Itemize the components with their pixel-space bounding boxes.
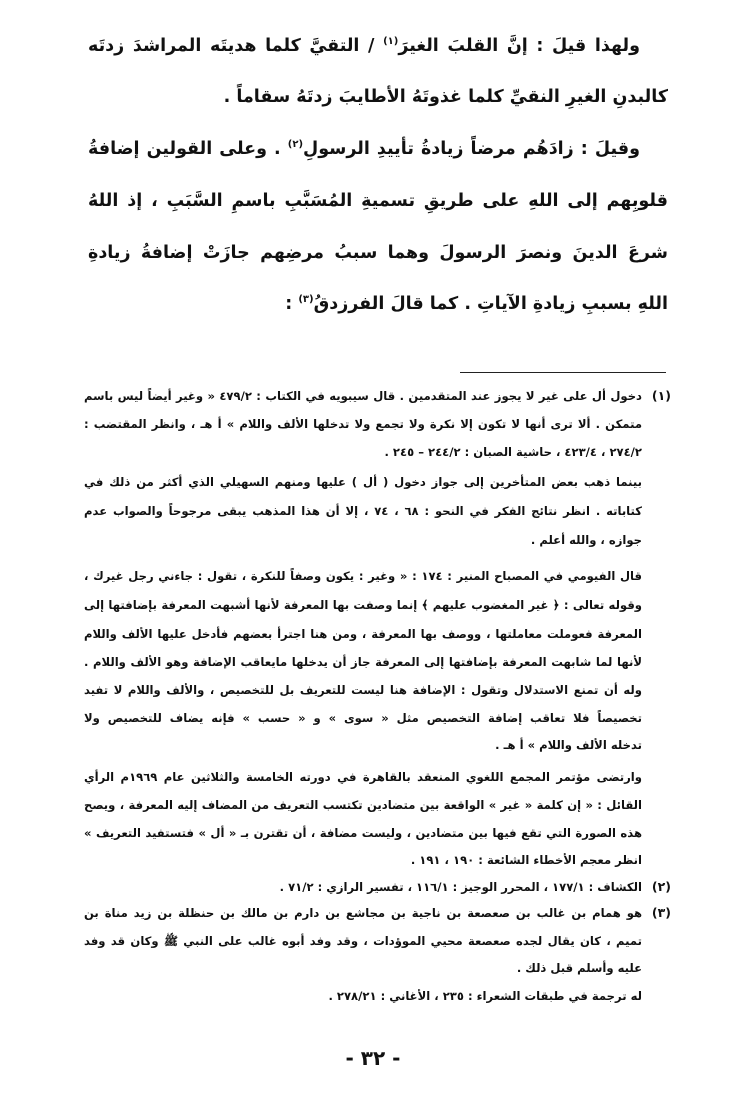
footnote-line: انظر معجم الأخطاء الشائعة : ١٩٠ ، ١٩١ . [410,853,642,867]
footnote-marker: (١) [383,36,399,48]
footnote-marker: (٢) [287,139,304,151]
main-text-line [88,186,668,216]
footnote-marker: (٣) [298,294,314,306]
footnote-line: بينما ذهب بعض المتأخرين إلى جواز دخول ( أل ) عليها ومنهم السهيلي الذي أكثر من ذلك في [84,475,642,489]
footnote-line: وقوله تعالى : ﴿ غير المغضوب عليهم ﴾ إنما وصفت بها المعرفة لأنها أشبهت المعرفة بإضافتها إلى [84,598,642,612]
line-text: وقيلَ : زادَهُم مرضاً زيادةُ تأييدِ الرسولِ [303,139,640,159]
line-text: اللهِ بسببِ زيادةِ الآياتِ . كما قالَ الفرزدقُ [313,294,668,314]
line-text: : [285,294,299,314]
footnote-number: (٣) [651,905,671,920]
main-text-line [88,82,668,112]
footnote-line: تدخله الألف واللام » أ هـ . [495,738,642,752]
footnote-line: الكشاف : ١٧٧/١ ، المحرر الوجيز : ١١٦/١ ، تفسير الرازي : ٧١/٢ . [279,880,642,894]
page-number: - ٣٢ - [345,1046,401,1070]
main-text-line [88,289,668,319]
footnote-line: لأنها لما شابهت المعرفة بإضافتها إلى المعرفة جاز أن يدخلها مايعاقب الإضافة وهو الألف واللام . [84,655,642,669]
main-text-line [88,134,640,164]
footnote-line: كتاباته . انظر نتائج الفكر في النحو : ٦٨ ، ٧٤ ، إلا أن هذا المذهب يبقى مرجوحاً والصواب عدم [84,504,642,518]
footnote-line: له ترجمة في طبقات الشعراء : ٢٣٥ ، الأغاني : ٢٧٨/٢١ . [328,989,642,1003]
footnote-line: المعرفة فعوملت معاملتها ، ووصف بها المعرفة ، ومن هنا اجترأ بعضهم فأدخل عليها الألف واللام [84,627,642,641]
footnote-line: متمكن . ألا ترى أنها لا تكون إلا نكرة ولا تجمع ولا تدخلها الألف واللام » أ هـ ، وانظر المقتضب : [84,417,642,431]
line-text: / التقيَّ كلما هديتَه المراشدَ زدتَه [88,36,375,56]
footnote-line: تميم ، كان يقال لجده صعصعة محيي الموؤدات ، وقد وفد أبوه غالب على النبي ﷺ وكان قد وفد [84,934,642,948]
footnote-line: القائل : « إن كلمة « غير » الواقعة بين متضادين تكتسب التعريف من المضاف إليه المعرفة ، ويصح [84,798,642,812]
line-text: قلوبِهم إلى اللهِ على طريقِ تسميةِ المُسَبَّبِ باسمِ السَّبَبِ ، إذ اللهُ [88,191,668,211]
footnote-separator [460,372,666,373]
footnote-line: هو همام بن غالب بن صعصعة بن ناجية بن مجاشع بن دارم بن مالك بن حنظلة بن زيد مناة بن [84,906,642,920]
main-text-line [88,31,640,61]
line-text: شرعَ الدينَ ونصرَ الرسولَ وهما سببُ مرضِهم جازَتْ إضافةُ زيادةِ [88,243,668,263]
footnote-line: وله أن تمنع الاستدلال وتقول : الإضافة هنا ليست للتعريف بل للتخصيص ، والألف واللام لا تفيد [84,683,642,697]
footnote-line: ٢٧٤/٢ ، ٤٢٣/٤ ، حاشية الصبان : ٢٤٤/٢ – ٢٤٥ . [384,445,642,459]
footnote-line: وارتضى مؤتمر المجمع اللغوي المنعقد بالقاهرة في دورته الخامسة والثلاثين عام ١٩٦٩م الرأي [84,770,642,784]
footnote-number: (٢) [651,879,671,894]
footnote-number: (١) [651,388,671,403]
footnote-line: هذه الصورة التي تقع فيها بين متضادين ، وليست مضافة ، أن تقترن بـ « أل » فتستفيد التعريف » [84,826,642,840]
footnote-line: تخصيصاً فلا تعاقب إضافة التخصيص مثل « سوى » و « حسب » فإنه يضاف للتخصيص ولا [84,711,642,725]
line-text: كالبدنِ الغيرِ النقيِّ كلما غذوتَهُ الأطايبَ زدتَهُ سقاماً . [223,87,668,107]
line-text: ولهذا قيلَ : إنَّ القلبَ الغيرَ [398,36,640,56]
footnote-line: جوازه ، والله أعلم . [530,533,642,547]
footnote-line: عليه وأسلم قبل ذلك . [516,961,642,975]
line-text: . وعلى القولين إضافةُ [88,139,281,159]
main-text-line [88,238,668,268]
footnote-line: دخول أل على غير لا يجوز عند المتقدمين . قال سيبويه في الكتاب : ٤٧٩/٢ « وغير أيضاً ليس باسم [84,389,642,403]
footnote-line: قال الفيومي في المصباح المنير : ١٧٤ : « وغير : يكون وصفاً للنكرة ، تقول : جاءني رجل غيرك ، [84,569,642,583]
